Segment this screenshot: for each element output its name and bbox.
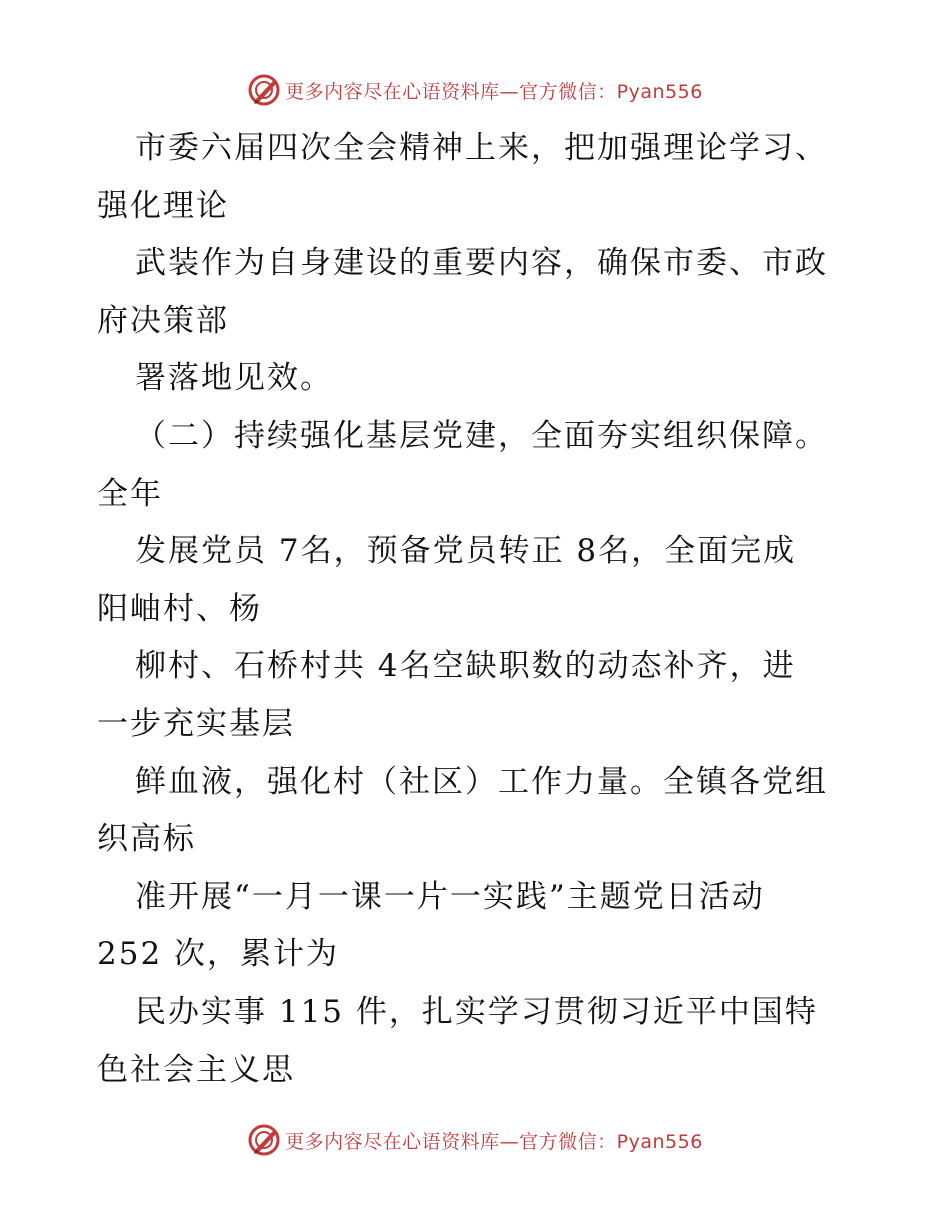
body-line: 鲜血液，强化村（社区）工作力量。全镇各党组 (135, 763, 828, 800)
body-line: 强化理论 (97, 187, 229, 224)
body-line: 署落地见效。 (135, 360, 333, 397)
body-line: （二）持续强化基层党建，全面夯实组织保障。 (135, 417, 828, 454)
body-line: 府决策部 (97, 302, 229, 339)
body-line: 阳岫村、杨 (97, 590, 262, 627)
footer-text: 更多内容尽在心语资料库—官方微信：Pyan556 (285, 1130, 703, 1153)
body-line: 准开展“一月一课一片一实践”主题党日活动 (135, 878, 765, 915)
body-line: 色社会主义思 (97, 1051, 295, 1088)
seal-pen-icon (247, 73, 281, 107)
body-line: 民办实事 115 件，扎实学习贯彻习近平中国特 (135, 993, 818, 1030)
header-banner (0, 70, 950, 110)
seal-pen-icon (247, 1123, 281, 1157)
header-text: 更多内容尽在心语资料库—官方微信：Pyan556 (285, 80, 703, 103)
body-line: 发展党员 7名，预备党员转正 8名，全面完成 (135, 533, 797, 570)
body-line: 252 次，累计为 (97, 936, 340, 973)
document-body (97, 120, 897, 1099)
body-line: 一步充实基层 (97, 705, 295, 742)
body-line: 柳村、石桥村共 4名空缺职数的动态补齐，进 (135, 648, 796, 685)
body-line: 全年 (97, 475, 163, 512)
body-line: 市委六届四次全会精神上来，把加强理论学习、 (135, 130, 828, 166)
body-line: 武装作为自身建设的重要内容，确保市委、市政 (135, 245, 828, 282)
footer-banner (0, 1120, 950, 1160)
body-line: 织高标 (97, 821, 196, 858)
